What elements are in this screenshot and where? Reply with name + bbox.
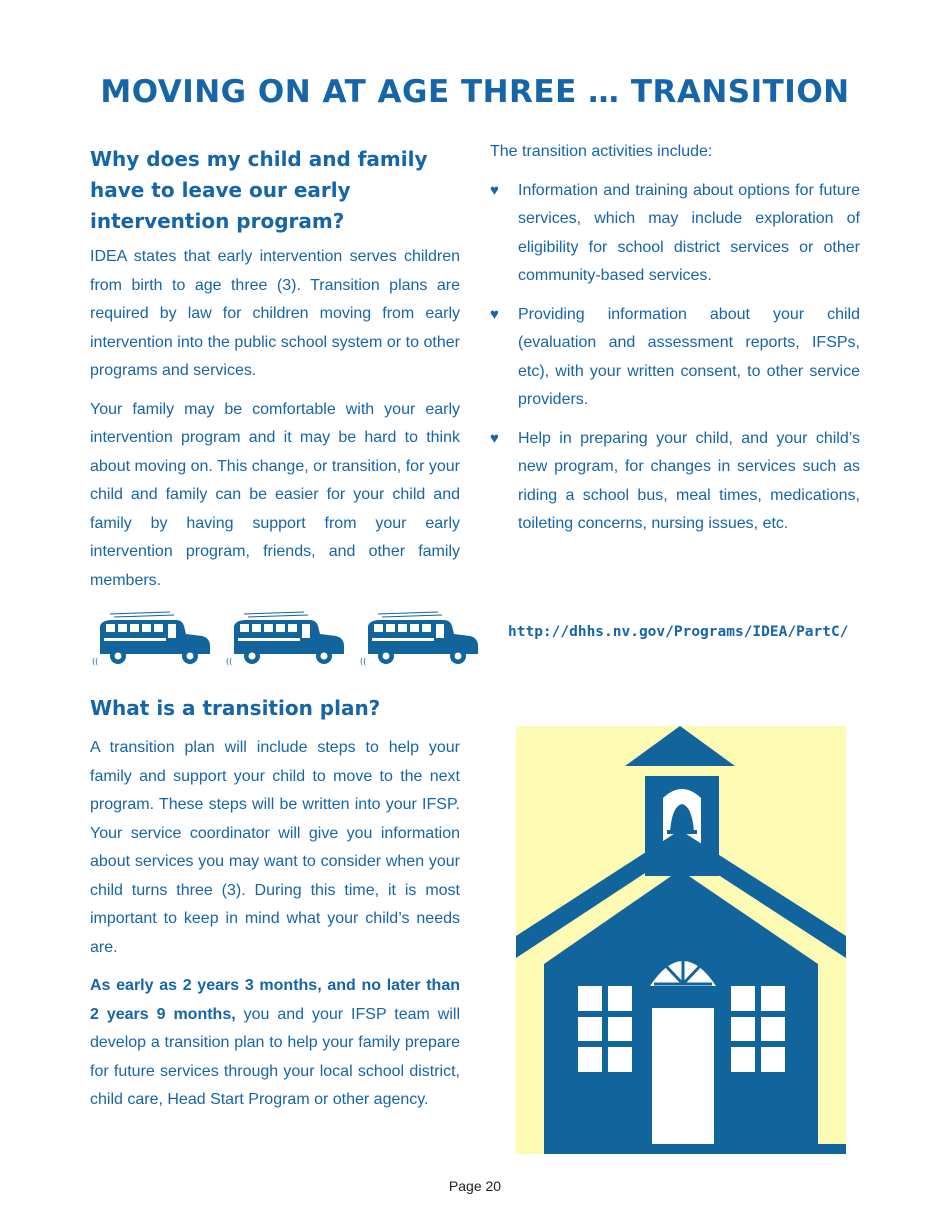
page-title: MOVING ON AT AGE THREE … TRANSITION <box>100 74 850 110</box>
activities-list <box>490 177 860 539</box>
svg-text:((: (( <box>360 657 367 666</box>
why-paragraph-1: IDEA states that early intervention serves children from birth to age three (3). Transition plans are required by law for children moving from early intervention into the public school system or to other programs and services. <box>90 248 460 379</box>
transition-plan-paragraph-1: A transition plan will include steps to help your family and support your child to move to the next program. These steps will be written into your IFSP. Your service coordinator will give you information about services you may want to consider when your child turns three (3). During this time, it is most important to keep in mind what your child’s needs are. <box>90 739 460 956</box>
page-number: Page 20 <box>448 1178 502 1194</box>
list-item <box>490 425 860 539</box>
transition-plan-paragraph-2 <box>90 972 460 1115</box>
list-item-text: Providing information about your child (evaluation and assessment reports, IFSPs, etc), with your written consent, to other service providers. <box>518 305 860 408</box>
door <box>652 1008 714 1146</box>
list-item <box>490 301 860 415</box>
list-item-text: Information and training about options for future services, which may include exploration of eligibility for school district services or other community-based services. <box>518 181 860 284</box>
activities-intro: The transition activities include: <box>490 143 713 160</box>
list-item-text: Help in preparing your child, and your child’s new program, for changes in services such as riding a school bus, meal times, medications, toileting concerns, nursing issues, etc. <box>518 429 860 532</box>
svg-text:((: (( <box>226 657 233 666</box>
heart-icon: ♥ <box>490 429 499 447</box>
school-bus-icon <box>358 608 480 668</box>
school-bus-illustrations <box>90 608 480 668</box>
right-window <box>729 984 787 1074</box>
school-bus-icon <box>224 608 346 668</box>
timeline-text: you and your IFSP team will develop a transition plan to help your family prepare for future services through your local school district, child care, Head Start Program or other agency. <box>90 1005 461 1108</box>
heart-icon: ♥ <box>490 305 499 323</box>
list-item <box>490 177 860 291</box>
heart-icon: ♥ <box>490 181 499 199</box>
right-column <box>490 138 860 549</box>
transition-plan-heading: What is a transition plan? <box>90 696 381 720</box>
why-paragraph-2: Your family may be comfortable with your early intervention program and it may be hard to think about moving on. This change, or transition, for your child and family can be easier for your child and family by having support from your early intervention program, friends, and other family members. <box>90 400 460 589</box>
left-window <box>576 984 634 1074</box>
timeline-emphasis: As early as 2 years 3 months, and no later than 2 years 9 months, <box>90 977 460 1023</box>
svg-text:((: (( <box>92 657 99 666</box>
idea-part-c-link[interactable]: http://dhhs.nv.gov/Programs/IDEA/PartC/ <box>508 624 849 640</box>
transition-plan-section <box>90 693 460 1125</box>
schoolhouse-illustration <box>516 726 846 1154</box>
school-bus-icon <box>90 608 212 668</box>
left-column <box>90 144 460 605</box>
why-heading: Why does my child and family have to leave our early intervention program? <box>90 147 428 233</box>
